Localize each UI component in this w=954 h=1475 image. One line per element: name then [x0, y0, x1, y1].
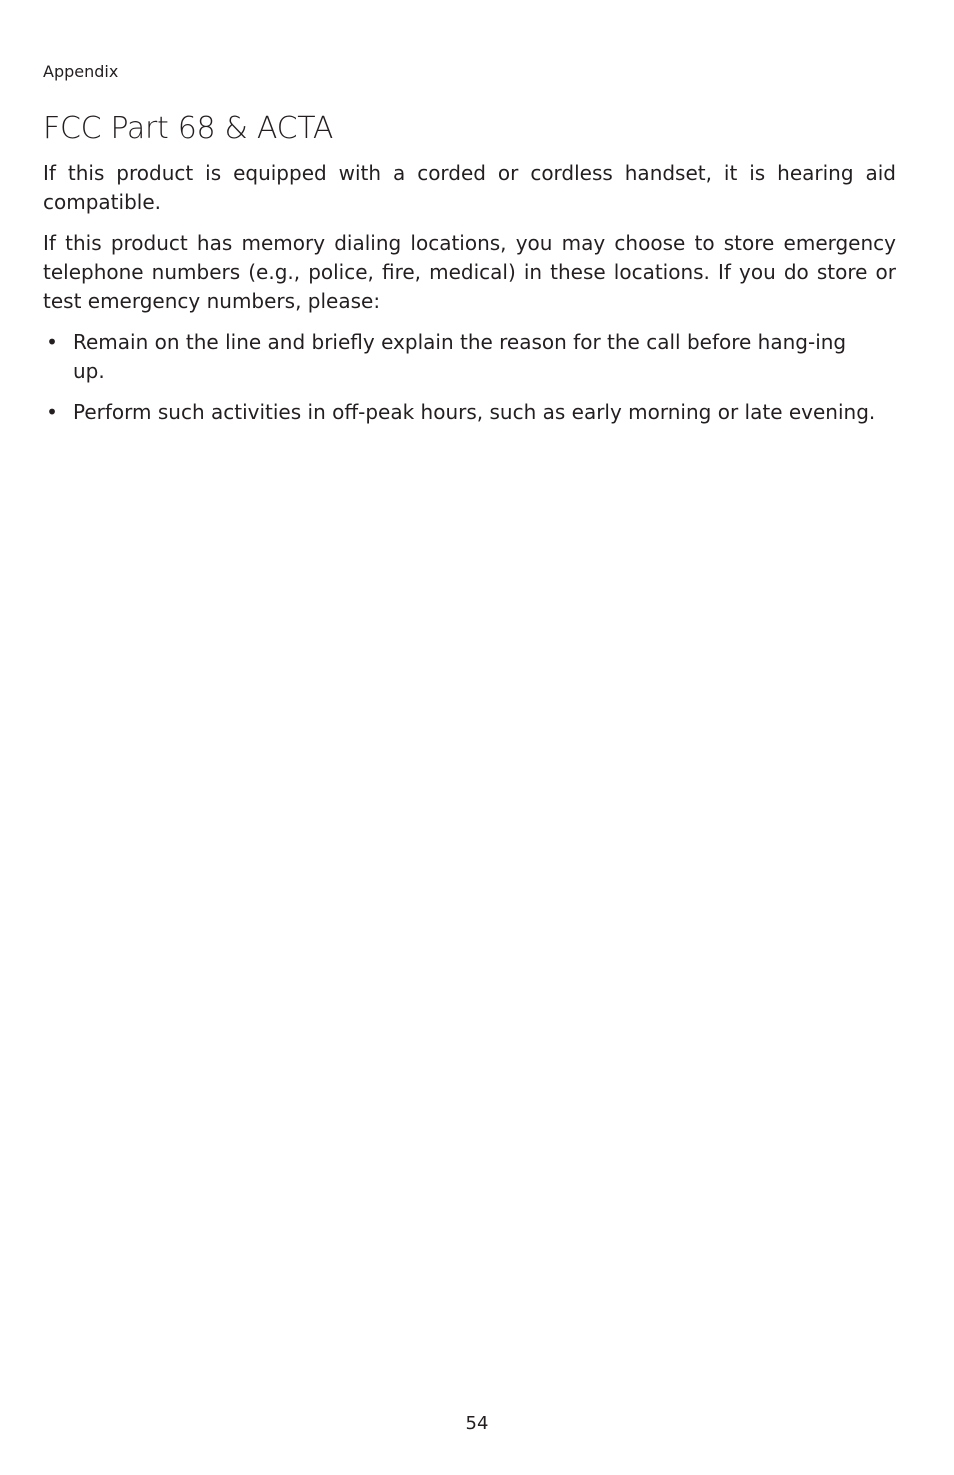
list-item-text: Perform such activities in off-peak hours, such as early morning or late evening. [73, 400, 876, 424]
page-title: FCC Part 68 & ACTA [43, 111, 334, 146]
paragraph-hearing-aid: If this product is equipped with a corded or cordless handset, it is hearing aid compatible. [43, 161, 896, 214]
instruction-list [43, 328, 896, 427]
paragraph-emergency-numbers: If this product has memory dialing locations, you may choose to store emergency telephone numbers (e.g., police, fire, medical) in these locations. If you do store or test emergency numbers, please: [43, 231, 896, 313]
bullet-icon: • [46, 330, 58, 354]
body-content [43, 159, 896, 439]
bullet-icon: • [46, 400, 58, 424]
list-item-text: Remain on the line and briefly explain the reason for the call before hang-ing up. [73, 330, 847, 383]
list-item [43, 328, 896, 386]
page-number: 54 [465, 1413, 489, 1434]
list-item [43, 398, 896, 427]
section-label: Appendix [43, 62, 119, 81]
